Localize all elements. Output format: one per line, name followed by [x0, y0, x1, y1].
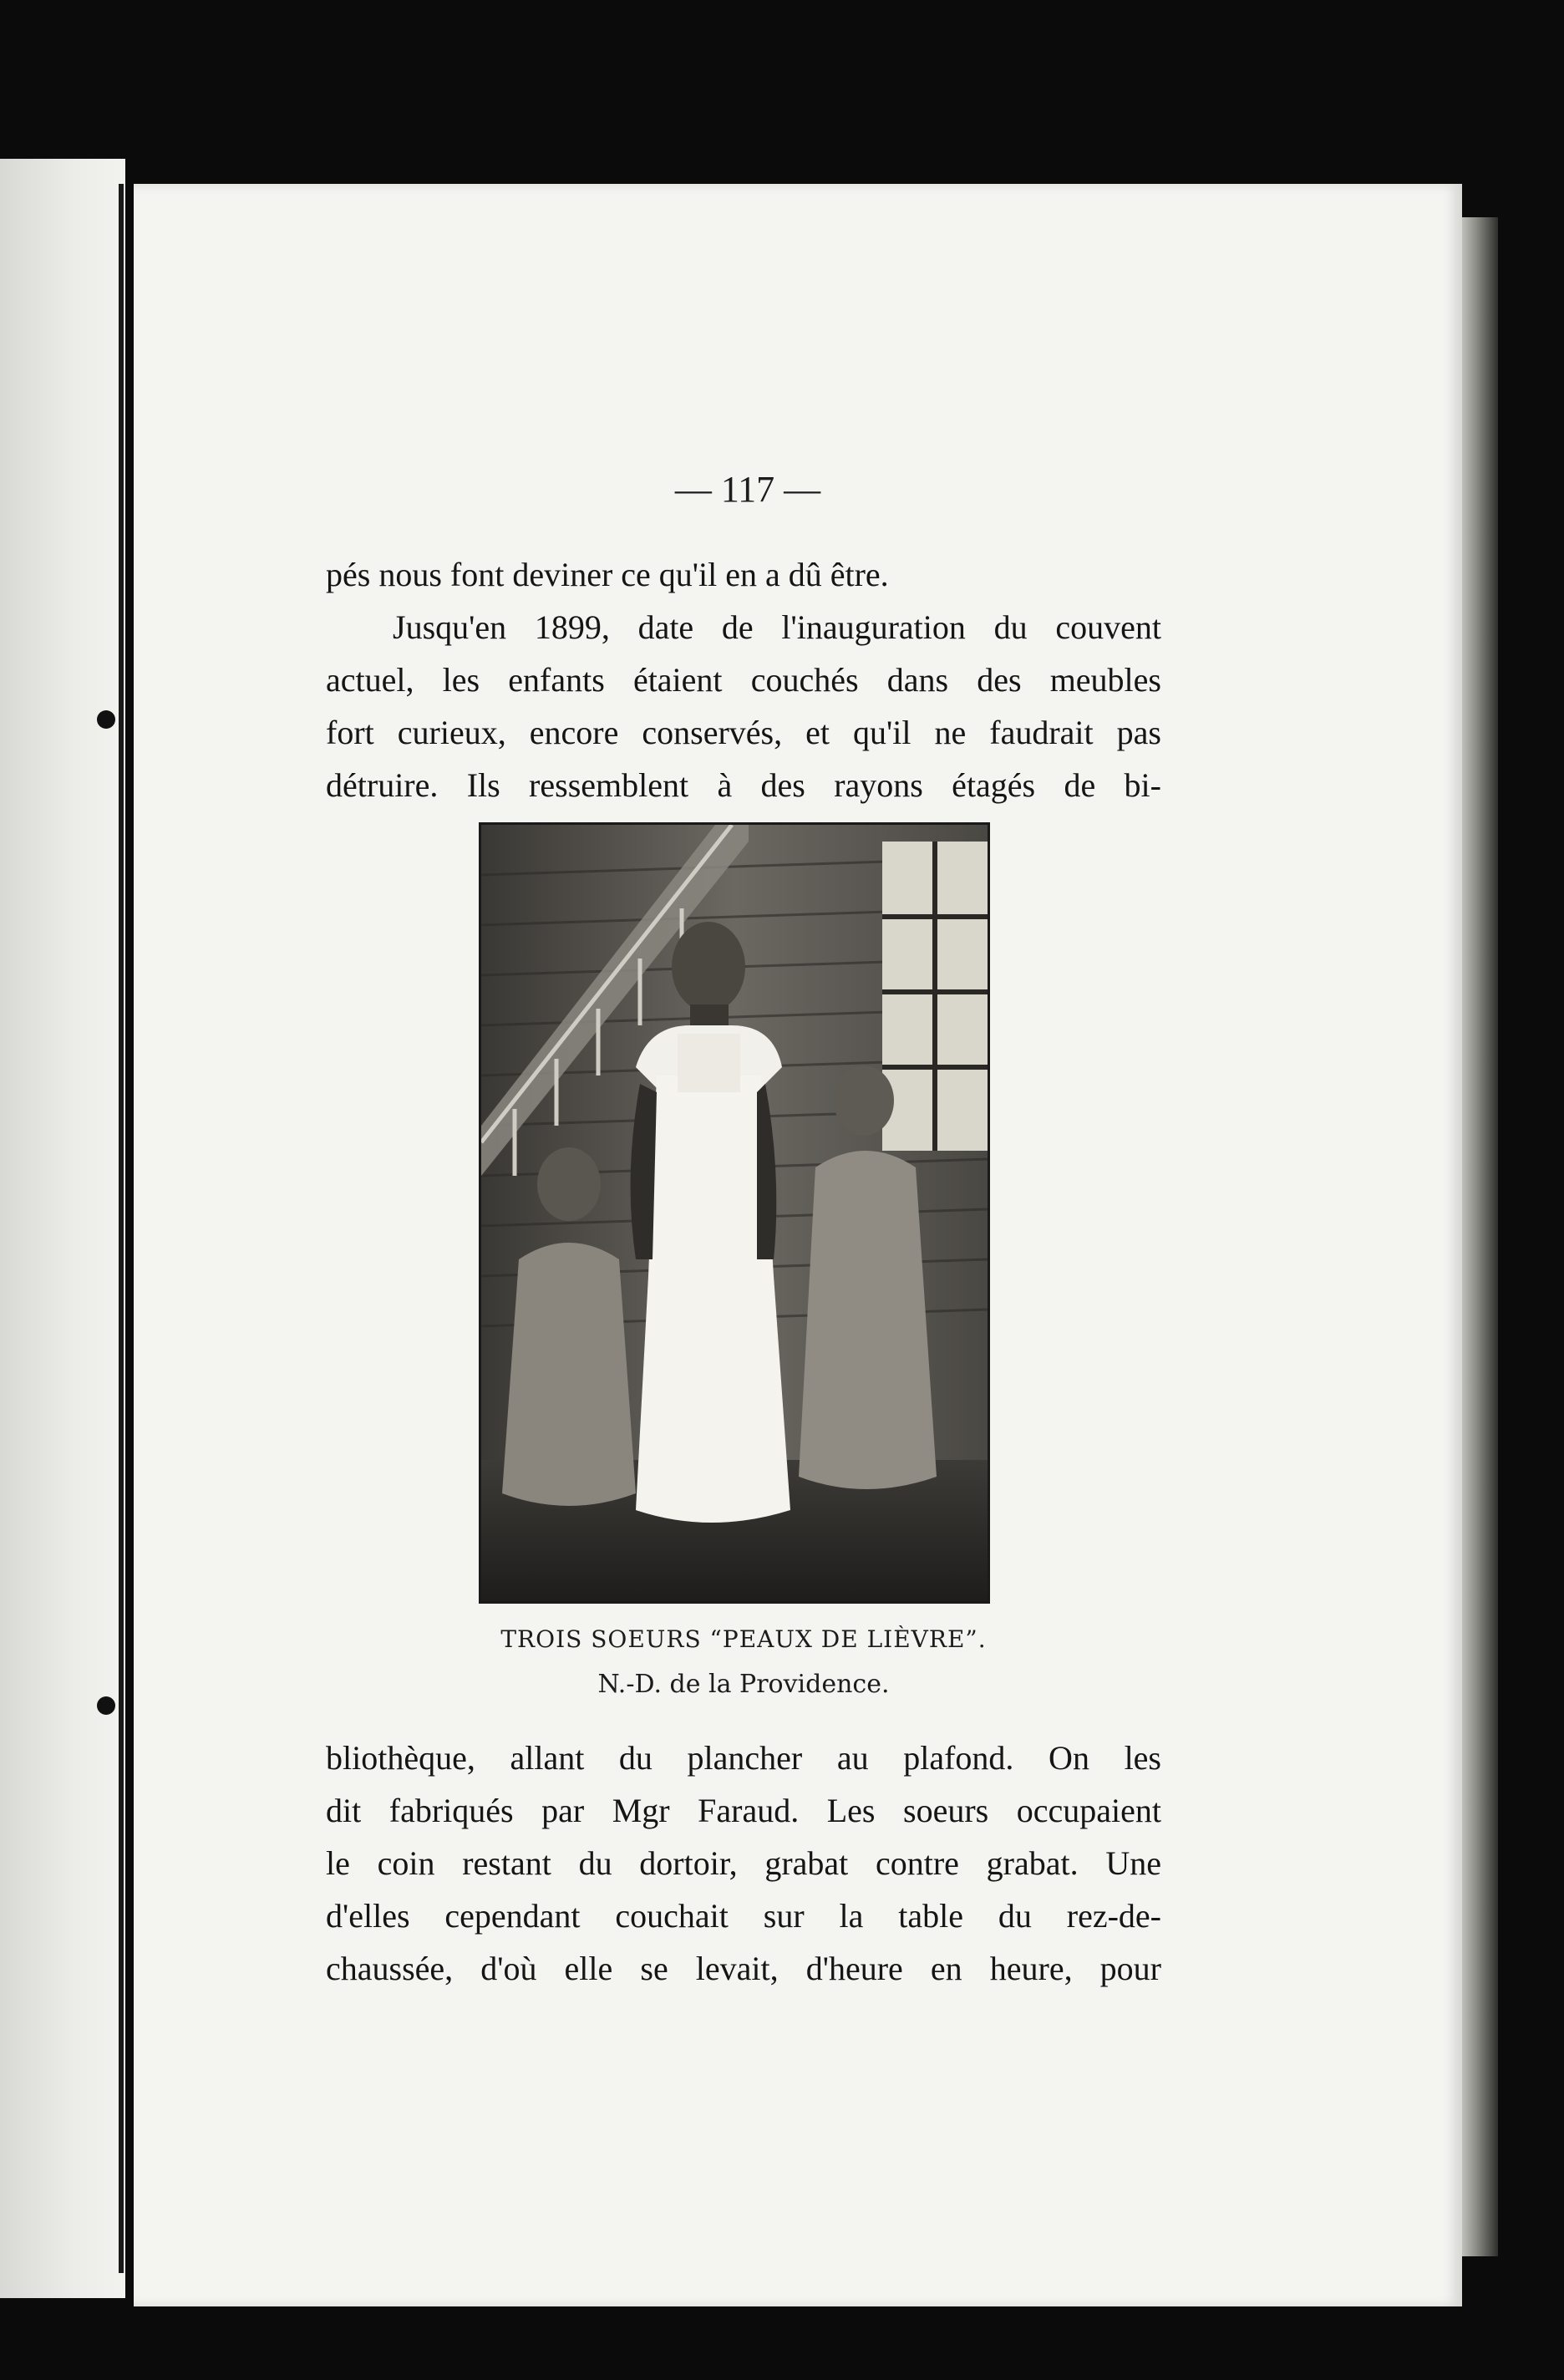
photo-caption-title: TROIS SOEURS “PEAUX DE LIÈVRE”.	[500, 1625, 987, 1653]
text-line: d'elles cependant couchait sur la table du rez-de-	[326, 1897, 1161, 1935]
text-line: actuel, les enfants étaient couchés dans des meubles	[326, 661, 1161, 699]
photo-illustration	[481, 825, 988, 1601]
text-line: fort curieux, encore conservés, et qu'il ne faudrait pas	[326, 714, 1161, 751]
page-block-edge	[1458, 217, 1498, 2256]
text-line: chaussée, d'où elle se levait, d'heure en heure, pour	[326, 1950, 1161, 1987]
text-line: Jusqu'en 1899, date de l'inauguration du couvent	[393, 608, 1161, 646]
left-page-edge	[0, 159, 125, 2298]
page-number: — 117 —	[674, 469, 821, 510]
text-line: dit fabriqués par Mgr Faraud. Les soeurs occupaient	[326, 1792, 1161, 1829]
book-gutter	[119, 184, 124, 2273]
photograph	[479, 822, 990, 1604]
photo-caption-subtitle: N.-D. de la Providence.	[597, 1670, 890, 1699]
text-line: le coin restant du dortoir, grabat contre grabat. Une	[326, 1844, 1161, 1882]
text-line: détruire. Ils ressemblent à des rayons étagés de bi-	[326, 766, 1161, 804]
text-line: pés nous font deviner ce qu'il en a dû être.	[326, 556, 889, 593]
text-line: bliothèque, allant du plancher au plafond. On les	[326, 1739, 1161, 1777]
binding-stitch	[97, 1696, 115, 1715]
binding-stitch	[97, 710, 115, 729]
